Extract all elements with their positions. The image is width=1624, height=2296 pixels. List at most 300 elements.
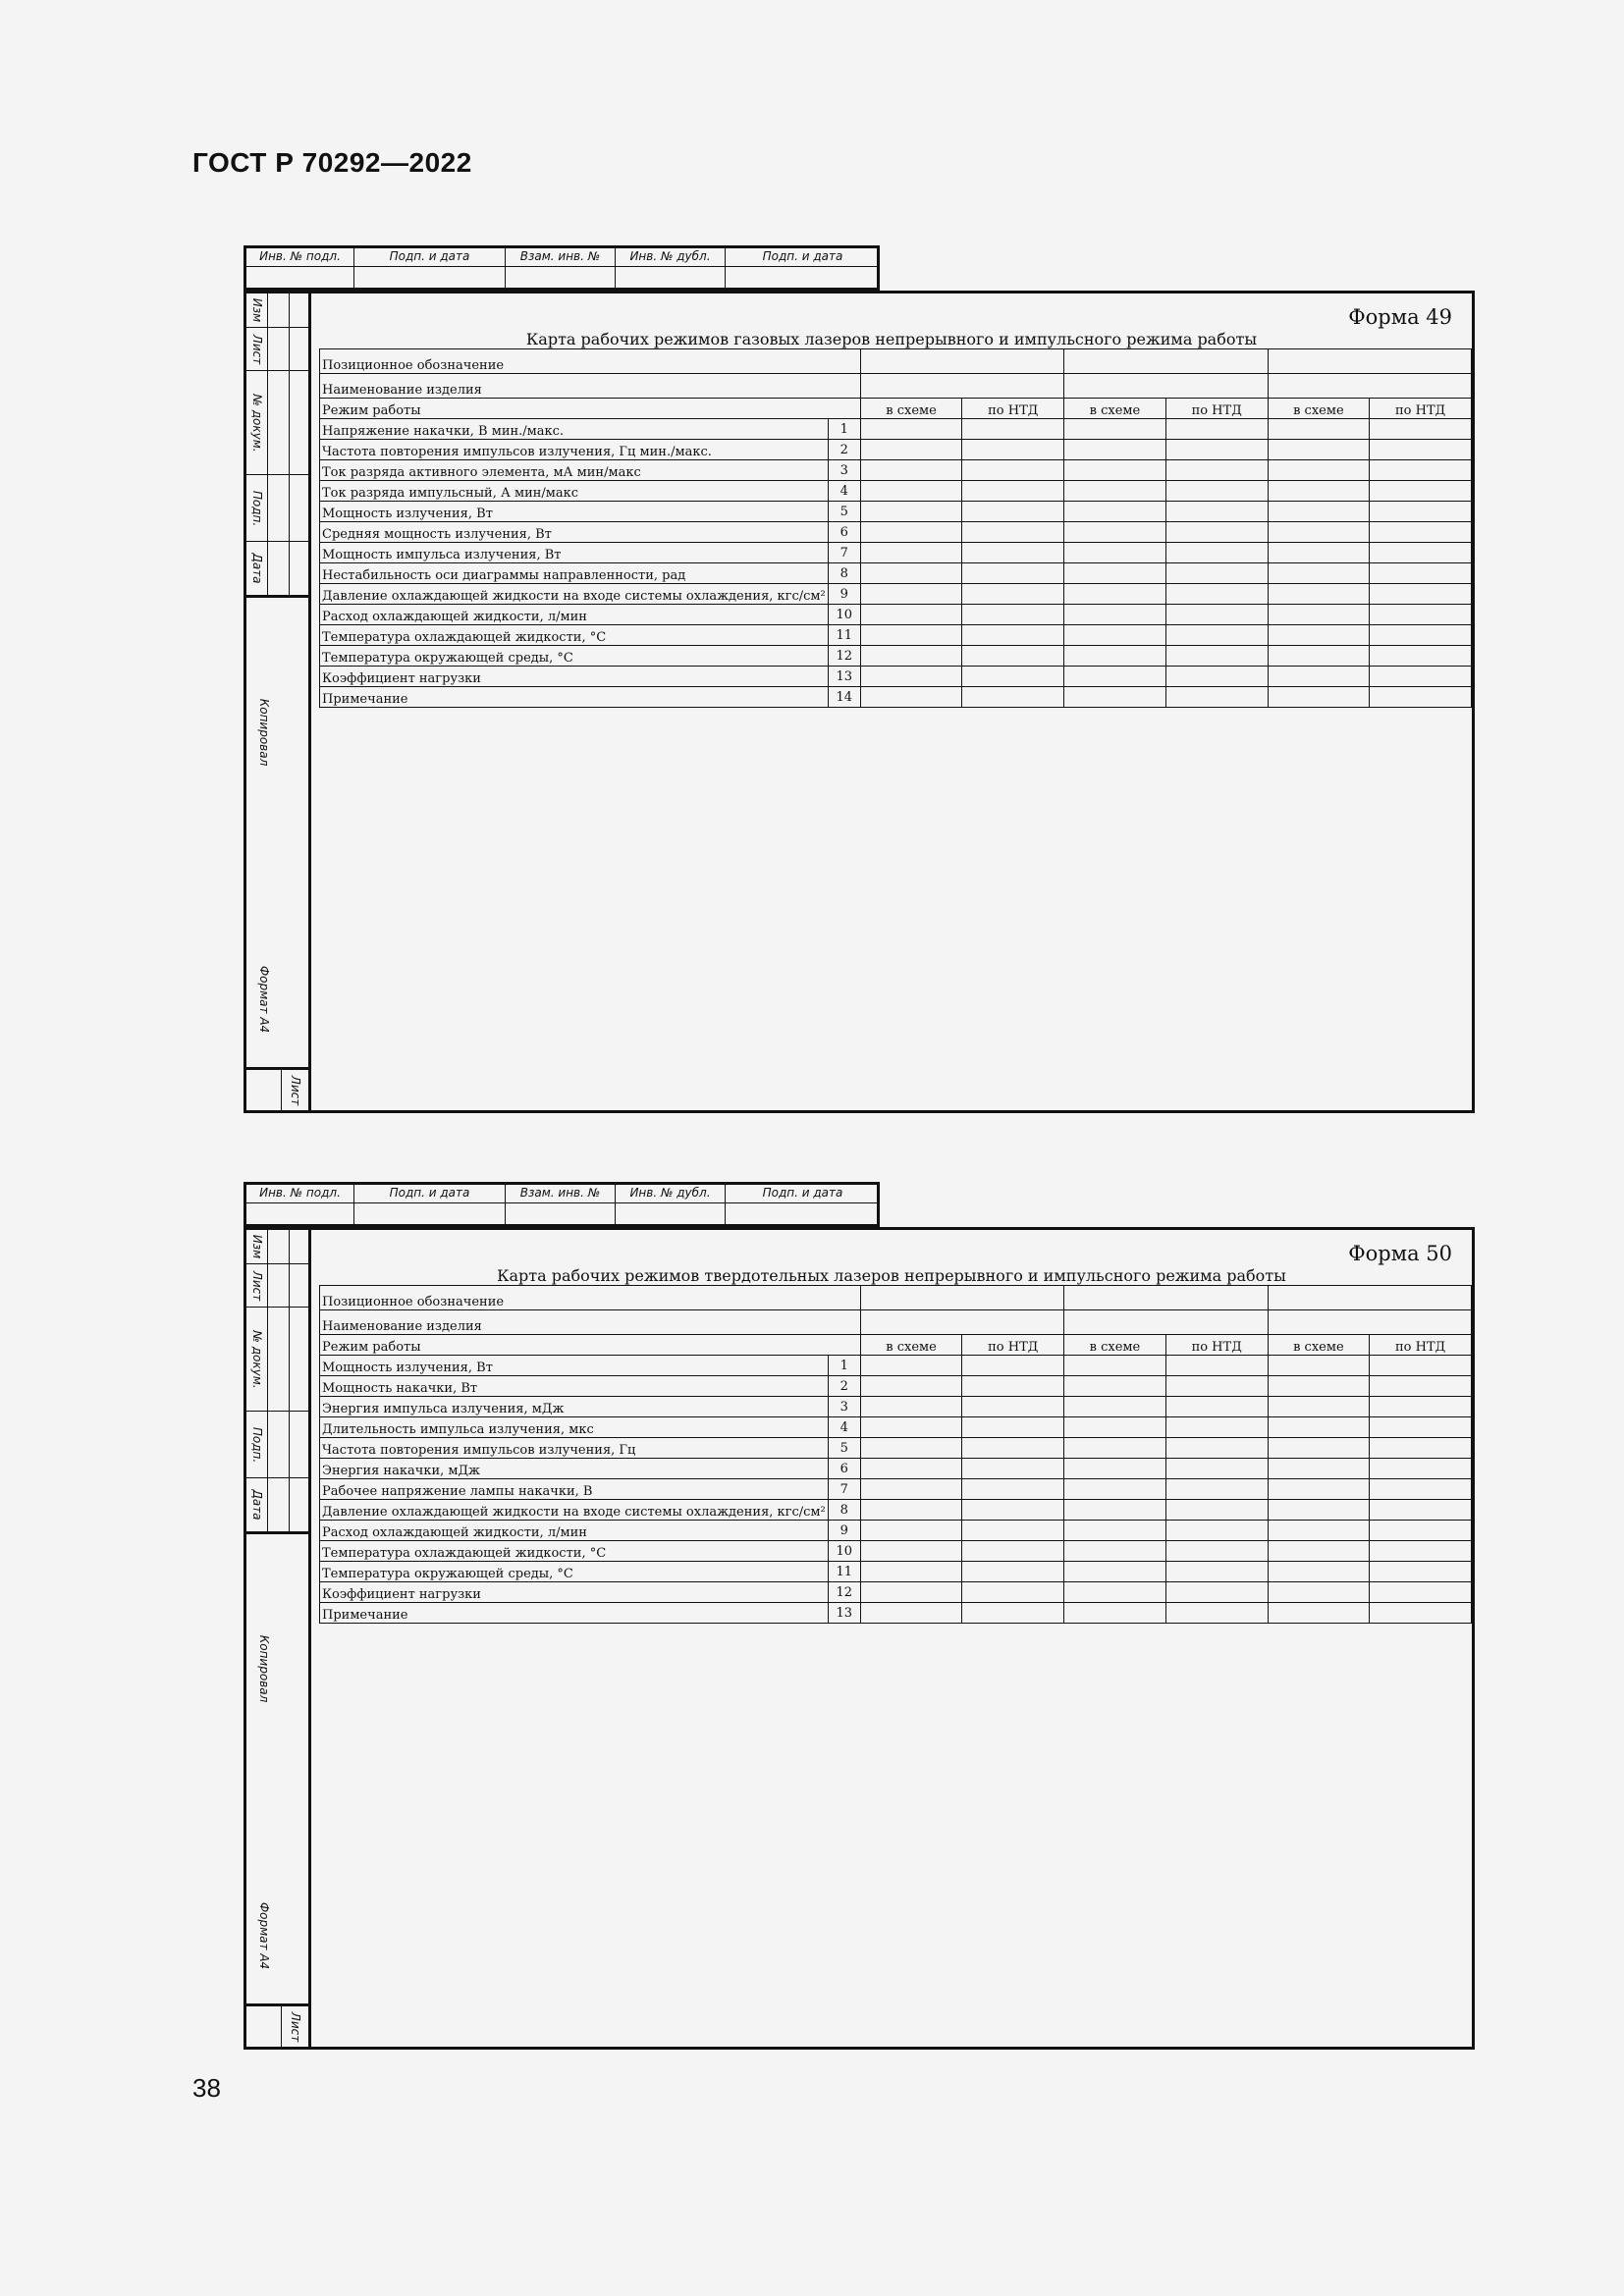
revision-value-cell xyxy=(290,328,308,370)
header-label-cell: Наименование изделия xyxy=(320,374,861,399)
value-cell xyxy=(962,1541,1064,1562)
value-cell xyxy=(1064,605,1166,625)
stamp-value-cell xyxy=(354,1203,506,1227)
revision-row xyxy=(246,1230,308,1264)
parameter-name-cell: Примечание xyxy=(320,1603,829,1624)
revision-label: № докум. xyxy=(249,393,264,453)
value-cell xyxy=(1268,1438,1370,1459)
stamp-header-cell: Инв. № подл. xyxy=(246,248,354,267)
header-label-cell: Позиционное обозначение xyxy=(320,1286,861,1310)
item-group-cell xyxy=(860,349,1063,374)
value-cell xyxy=(1268,481,1370,502)
parameter-name-cell: Давление охлаждающей жидкости на входе системы охлаждения, кгс/см² xyxy=(320,584,829,605)
value-cell xyxy=(860,419,962,440)
table-header-row xyxy=(320,349,1472,374)
item-group-cell xyxy=(1064,374,1268,399)
value-cell xyxy=(1165,1459,1268,1479)
table-row xyxy=(320,625,1472,646)
value-cell xyxy=(1165,1438,1268,1459)
parameter-name-cell: Расход охлаждающей жидкости, л/мин xyxy=(320,605,829,625)
value-cell xyxy=(860,460,962,481)
revision-label: № докум. xyxy=(249,1329,264,1389)
value-cell xyxy=(1268,1500,1370,1521)
stamp-header-cell: Взам. инв. № xyxy=(506,248,616,267)
row-number-cell: 2 xyxy=(828,1376,860,1397)
table-row xyxy=(320,1356,1472,1376)
value-cell xyxy=(962,1500,1064,1521)
revision-value-cell xyxy=(290,294,308,327)
value-cell xyxy=(1165,646,1268,667)
value-cell xyxy=(1165,687,1268,708)
value-cell xyxy=(860,502,962,522)
stamp-value-cell xyxy=(246,1203,354,1227)
row-number-cell: 11 xyxy=(828,625,860,646)
value-cell xyxy=(1268,460,1370,481)
value-cell xyxy=(1370,1459,1472,1479)
sheet-number-value xyxy=(246,2006,282,2047)
value-cell xyxy=(860,1500,962,1521)
form-number-label: Форма 50 xyxy=(1348,1242,1452,1265)
value-cell xyxy=(1165,481,1268,502)
value-cell xyxy=(1165,440,1268,460)
value-cell xyxy=(1268,419,1370,440)
item-group-cell xyxy=(1268,349,1471,374)
stamp-header-cell: Подп. и дата xyxy=(726,248,880,267)
sheet-label-cell xyxy=(282,1070,308,1110)
table-header-row xyxy=(320,1310,1472,1335)
revision-label-cell xyxy=(246,1264,268,1307)
value-cell xyxy=(1064,481,1166,502)
table-row xyxy=(320,1397,1472,1417)
stamp-header-cell: Инв. № дубл. xyxy=(616,248,726,267)
stamp-header-cell: Подп. и дата xyxy=(354,248,506,267)
table-row xyxy=(320,563,1472,584)
parameter-name-cell: Напряжение накачки, В мин./макс. xyxy=(320,419,829,440)
sheet-label: Лист xyxy=(288,1075,302,1105)
sub-header-cell: по НТД xyxy=(962,1335,1064,1356)
row-number-cell: 1 xyxy=(828,419,860,440)
value-cell xyxy=(1165,1356,1268,1376)
mode-label-cell: Режим работы xyxy=(320,1335,861,1356)
parameter-name-cell: Температура окружающей среды, °С xyxy=(320,1562,829,1582)
value-cell xyxy=(1064,1459,1166,1479)
value-cell xyxy=(1165,419,1268,440)
sub-header-cell: в схеме xyxy=(860,1335,962,1356)
parameter-name-cell: Примечание xyxy=(320,687,829,708)
value-cell xyxy=(1165,563,1268,584)
value-cell xyxy=(860,1376,962,1397)
value-cell xyxy=(1370,625,1472,646)
revision-label: Подп. xyxy=(249,1426,264,1463)
revision-label: Изм xyxy=(249,1234,264,1259)
value-cell xyxy=(962,460,1064,481)
value-cell xyxy=(962,1459,1064,1479)
value-cell xyxy=(860,481,962,502)
value-cell xyxy=(1268,543,1370,563)
value-cell xyxy=(1064,1562,1166,1582)
parameter-name-cell: Частота повторения импульсов излучения, Гц xyxy=(320,1438,829,1459)
value-cell xyxy=(962,605,1064,625)
value-cell xyxy=(1064,563,1166,584)
revision-row xyxy=(246,294,308,328)
value-cell xyxy=(1370,522,1472,543)
value-cell xyxy=(1064,1438,1166,1459)
row-number-cell: 5 xyxy=(828,502,860,522)
value-cell xyxy=(1165,502,1268,522)
value-cell xyxy=(1268,1376,1370,1397)
sub-header-cell: в схеме xyxy=(1268,1335,1370,1356)
revision-row xyxy=(246,1308,308,1412)
value-cell xyxy=(1370,667,1472,687)
table-row xyxy=(320,1376,1472,1397)
revision-label-cell xyxy=(246,1308,268,1411)
value-cell xyxy=(1268,1603,1370,1624)
value-cell xyxy=(1370,543,1472,563)
row-number-cell: 6 xyxy=(828,522,860,543)
value-cell xyxy=(1268,440,1370,460)
value-cell xyxy=(1370,1479,1472,1500)
sub-header-cell: по НТД xyxy=(1165,1335,1268,1356)
revision-value-cell xyxy=(268,371,290,474)
row-number-cell: 13 xyxy=(828,667,860,687)
parameter-name-cell: Мощность накачки, Вт xyxy=(320,1376,829,1397)
value-cell xyxy=(1268,1459,1370,1479)
table-row xyxy=(320,1603,1472,1624)
value-cell xyxy=(860,1356,962,1376)
row-number-cell: 1 xyxy=(828,1356,860,1376)
parameter-name-cell: Средняя мощность излучения, Вт xyxy=(320,522,829,543)
revision-label: Лист xyxy=(249,1270,264,1301)
stamp-header-cell: Подп. и дата xyxy=(726,1185,880,1203)
table-row xyxy=(320,1459,1472,1479)
row-number-cell: 8 xyxy=(828,1500,860,1521)
stamp-value-cell xyxy=(616,1203,726,1227)
revision-label: Изм xyxy=(249,297,264,323)
parameter-name-cell: Энергия импульса излучения, мДж xyxy=(320,1397,829,1417)
form-title: Карта рабочих режимов газовых лазеров непрерывного и импульсного режима работы xyxy=(525,330,1258,348)
revision-value-cell xyxy=(290,371,308,474)
value-cell xyxy=(1370,460,1472,481)
value-cell xyxy=(1370,440,1472,460)
table-row xyxy=(320,1417,1472,1438)
value-cell xyxy=(1165,1376,1268,1397)
value-cell xyxy=(1165,543,1268,563)
parameter-name-cell: Нестабильность оси диаграммы направленности, рад xyxy=(320,563,829,584)
sub-header-cell: в схеме xyxy=(1064,399,1166,419)
value-cell xyxy=(1370,1582,1472,1603)
value-cell xyxy=(962,419,1064,440)
value-cell xyxy=(1064,1541,1166,1562)
sheet-label-cell xyxy=(282,2006,308,2047)
table-row xyxy=(320,1582,1472,1603)
value-cell xyxy=(1165,1603,1268,1624)
value-cell xyxy=(1370,1521,1472,1541)
value-cell xyxy=(1268,1417,1370,1438)
stamp-value-cell xyxy=(354,267,506,291)
value-cell xyxy=(1064,687,1166,708)
value-cell xyxy=(1064,667,1166,687)
value-cell xyxy=(860,1582,962,1603)
value-cell xyxy=(1268,1582,1370,1603)
parameter-name-cell: Температура окружающей среды, °С xyxy=(320,646,829,667)
revision-label-cell xyxy=(246,475,268,541)
revision-label-cell xyxy=(246,1412,268,1477)
revision-value-cell xyxy=(268,1264,290,1307)
value-cell xyxy=(1165,584,1268,605)
value-cell xyxy=(860,563,962,584)
value-cell xyxy=(962,667,1064,687)
table-row xyxy=(320,1541,1472,1562)
value-cell xyxy=(962,584,1064,605)
item-group-cell xyxy=(1064,349,1268,374)
revision-label-cell xyxy=(246,294,268,327)
form-title: Карта рабочих режимов твердотельных лазеров непрерывного и импульсного режима работы xyxy=(497,1266,1286,1285)
item-group-cell xyxy=(1268,374,1471,399)
value-cell xyxy=(860,605,962,625)
parameter-name-cell: Температура охлаждающей жидкости, °С xyxy=(320,1541,829,1562)
value-cell xyxy=(1165,667,1268,687)
value-cell xyxy=(1370,605,1472,625)
table-row xyxy=(320,460,1472,481)
value-cell xyxy=(1064,419,1166,440)
table-row xyxy=(320,584,1472,605)
value-cell xyxy=(1064,1521,1166,1541)
revision-row xyxy=(246,542,308,595)
value-cell xyxy=(860,584,962,605)
value-cell xyxy=(1064,1417,1166,1438)
parameter-name-cell: Ток разряда импульсный, А мин/макс xyxy=(320,481,829,502)
value-cell xyxy=(1064,502,1166,522)
value-cell xyxy=(860,1459,962,1479)
parameter-name-cell: Ток разряда активного элемента, мА мин/макс xyxy=(320,460,829,481)
row-number-cell: 14 xyxy=(828,687,860,708)
page-number: 38 xyxy=(192,2073,221,2103)
revision-label: Лист xyxy=(249,334,264,364)
stamp-value-cell xyxy=(506,1203,616,1227)
stamp-value-cell xyxy=(616,267,726,291)
value-cell xyxy=(962,1479,1064,1500)
value-cell xyxy=(860,543,962,563)
value-cell xyxy=(1165,1582,1268,1603)
revision-value-cell xyxy=(290,1478,308,1531)
value-cell xyxy=(962,502,1064,522)
table-row xyxy=(320,687,1472,708)
value-cell xyxy=(1064,543,1166,563)
value-cell xyxy=(1370,1356,1472,1376)
form-number-label: Форма 49 xyxy=(1348,305,1452,329)
row-number-cell: 4 xyxy=(828,481,860,502)
item-group-cell xyxy=(1064,1310,1268,1335)
value-cell xyxy=(860,1397,962,1417)
parameter-name-cell: Мощность излучения, Вт xyxy=(320,502,829,522)
stamp-value-cell xyxy=(246,267,354,291)
revision-label: Подп. xyxy=(249,490,264,526)
mode-row xyxy=(320,399,1472,419)
revision-value-cell xyxy=(290,1264,308,1307)
value-cell xyxy=(962,646,1064,667)
sheet-number-box xyxy=(246,1067,308,1110)
revision-label-cell xyxy=(246,1478,268,1531)
sheet-number-value xyxy=(246,1070,282,1110)
value-cell xyxy=(962,522,1064,543)
row-number-cell: 3 xyxy=(828,460,860,481)
value-cell xyxy=(1370,1376,1472,1397)
value-cell xyxy=(860,1541,962,1562)
value-cell xyxy=(1268,687,1370,708)
value-cell xyxy=(962,440,1064,460)
revision-label-cell xyxy=(246,1230,268,1263)
sub-header-cell: по НТД xyxy=(1165,399,1268,419)
value-cell xyxy=(962,687,1064,708)
stamp-value-cell xyxy=(726,267,880,291)
value-cell xyxy=(1165,1500,1268,1521)
item-group-cell xyxy=(860,374,1063,399)
header-label-cell: Позиционное обозначение xyxy=(320,349,861,374)
revision-label-cell xyxy=(246,328,268,370)
value-cell xyxy=(860,687,962,708)
row-number-cell: 4 xyxy=(828,1417,860,1438)
value-cell xyxy=(1268,625,1370,646)
row-number-cell: 12 xyxy=(828,1582,860,1603)
parameter-name-cell: Коэффициент нагрузки xyxy=(320,1582,829,1603)
parameter-name-cell: Рабочее напряжение лампы накачки, В xyxy=(320,1479,829,1500)
row-number-cell: 10 xyxy=(828,1541,860,1562)
value-cell xyxy=(962,625,1064,646)
table-row xyxy=(320,1521,1472,1541)
stamp-header-cell: Инв. № подл. xyxy=(246,1185,354,1203)
parameter-name-cell: Коэффициент нагрузки xyxy=(320,667,829,687)
row-number-cell: 3 xyxy=(828,1397,860,1417)
operating-modes-table xyxy=(319,348,1472,708)
value-cell xyxy=(1165,1562,1268,1582)
revision-value-cell xyxy=(290,1230,308,1263)
value-cell xyxy=(962,1438,1064,1459)
mode-label-cell: Режим работы xyxy=(320,399,861,419)
revision-value-cell xyxy=(268,475,290,541)
table-row xyxy=(320,502,1472,522)
value-cell xyxy=(1064,1500,1166,1521)
table-header-row xyxy=(320,374,1472,399)
revision-value-cell xyxy=(268,542,290,595)
value-cell xyxy=(1064,460,1166,481)
value-cell xyxy=(1268,667,1370,687)
value-cell xyxy=(1370,1500,1472,1521)
table-row xyxy=(320,667,1472,687)
value-cell xyxy=(1370,1397,1472,1417)
value-cell xyxy=(1370,1438,1472,1459)
sub-header-cell: в схеме xyxy=(1064,1335,1166,1356)
value-cell xyxy=(1370,502,1472,522)
value-cell xyxy=(1268,1541,1370,1562)
value-cell xyxy=(962,1582,1064,1603)
value-cell xyxy=(1064,1356,1166,1376)
value-cell xyxy=(962,1376,1064,1397)
revision-row xyxy=(246,1412,308,1478)
revision-row xyxy=(246,371,308,475)
value-cell xyxy=(1064,646,1166,667)
value-cell xyxy=(1165,1521,1268,1541)
row-number-cell: 9 xyxy=(828,584,860,605)
form-frame xyxy=(244,1227,1475,2050)
revision-label-cell xyxy=(246,542,268,595)
table-row xyxy=(320,1479,1472,1500)
row-number-cell: 2 xyxy=(828,440,860,460)
value-cell xyxy=(1165,1417,1268,1438)
value-cell xyxy=(1165,1541,1268,1562)
value-cell xyxy=(860,440,962,460)
value-cell xyxy=(1370,584,1472,605)
value-cell xyxy=(1165,1397,1268,1417)
value-cell xyxy=(1268,522,1370,543)
item-group-cell xyxy=(1268,1286,1471,1310)
revision-value-cell xyxy=(268,1478,290,1531)
value-cell xyxy=(1370,687,1472,708)
table-row xyxy=(320,481,1472,502)
row-number-cell: 10 xyxy=(828,605,860,625)
inventory-stamp xyxy=(244,1182,880,1227)
value-cell xyxy=(1064,1603,1166,1624)
value-cell xyxy=(1165,605,1268,625)
value-cell xyxy=(1370,481,1472,502)
table-row xyxy=(320,522,1472,543)
parameter-name-cell: Энергия накачки, мДж xyxy=(320,1459,829,1479)
value-cell xyxy=(860,522,962,543)
value-cell xyxy=(1165,522,1268,543)
revision-label: Дата xyxy=(249,1489,264,1521)
sub-header-cell: в схеме xyxy=(1268,399,1370,419)
table-row xyxy=(320,419,1472,440)
value-cell xyxy=(962,1356,1064,1376)
value-cell xyxy=(962,1417,1064,1438)
sub-header-cell: по НТД xyxy=(1370,1335,1472,1356)
stamp-header-cell: Инв. № дубл. xyxy=(616,1185,726,1203)
value-cell xyxy=(1064,1582,1166,1603)
item-group-cell xyxy=(1064,1286,1268,1310)
row-number-cell: 12 xyxy=(828,646,860,667)
row-number-cell: 9 xyxy=(828,1521,860,1541)
table-row xyxy=(320,543,1472,563)
row-number-cell: 8 xyxy=(828,563,860,584)
row-number-cell: 7 xyxy=(828,1479,860,1500)
row-number-cell: 5 xyxy=(828,1438,860,1459)
value-cell xyxy=(962,1397,1064,1417)
value-cell xyxy=(962,1562,1064,1582)
value-cell xyxy=(962,543,1064,563)
format-label: Формат А4 xyxy=(257,1901,271,1970)
value-cell xyxy=(1370,1417,1472,1438)
value-cell xyxy=(1064,1479,1166,1500)
value-cell xyxy=(962,563,1064,584)
header-label-cell: Наименование изделия xyxy=(320,1310,861,1335)
row-number-cell: 11 xyxy=(828,1562,860,1582)
revision-table xyxy=(246,1230,308,1534)
revision-value-cell xyxy=(290,542,308,595)
sub-header-cell: по НТД xyxy=(1370,399,1472,419)
value-cell xyxy=(860,1417,962,1438)
value-cell xyxy=(1064,522,1166,543)
revision-value-cell xyxy=(268,1412,290,1477)
value-cell xyxy=(1370,1603,1472,1624)
parameter-name-cell: Мощность импульса излучения, Вт xyxy=(320,543,829,563)
value-cell xyxy=(860,1521,962,1541)
value-cell xyxy=(1268,1479,1370,1500)
left-margin-columns xyxy=(246,294,311,1110)
parameter-name-cell: Мощность излучения, Вт xyxy=(320,1356,829,1376)
stamp-header-cell: Взам. инв. № xyxy=(506,1185,616,1203)
table-row xyxy=(320,440,1472,460)
value-cell xyxy=(962,1521,1064,1541)
value-cell xyxy=(1268,1397,1370,1417)
